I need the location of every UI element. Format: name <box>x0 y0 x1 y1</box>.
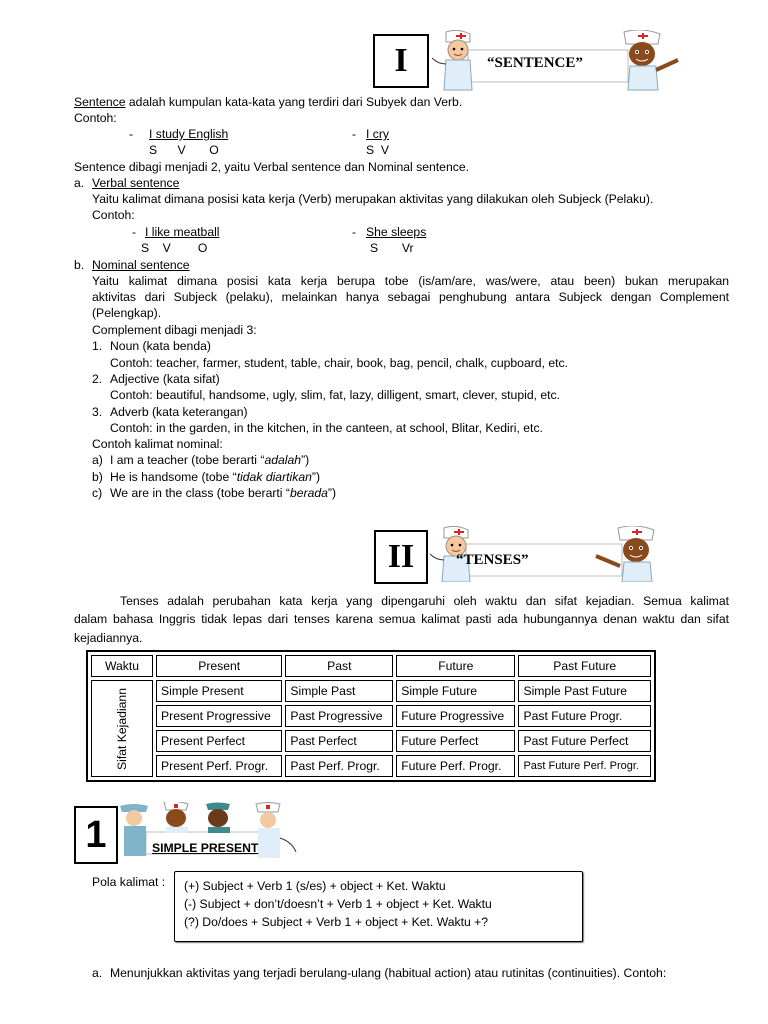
complement-example: Contoh: teacher, farmer, student, table, chair, book, bag, pencil, chalk, cupboard, etc. <box>110 356 568 370</box>
definition-line: (Pelengkap). <box>92 306 162 320</box>
example-dash: - <box>352 225 357 239</box>
side-label-cell <box>91 680 153 777</box>
example-sentence: I cry <box>366 127 390 141</box>
paragraph-line: kejadiannya. <box>74 631 143 645</box>
pola-label: Pola kalimat : <box>92 875 166 889</box>
section-numeral-box <box>373 34 429 88</box>
table-header-cell: Past <box>285 655 393 677</box>
table-cell: Present Progressive <box>156 705 282 727</box>
nurse-icon <box>164 802 188 833</box>
nominal-example-end: ”) <box>327 486 337 500</box>
formula-negative: (-) Subject + don’t/doesn’t + Verb 1 + object + Ket. Waktu <box>184 897 492 911</box>
nominal-example-text: We are in the class (tobe berarti “ <box>110 486 290 500</box>
contoh-label: Contoh: <box>74 111 117 125</box>
formula-positive: (+) Subject + Verb 1 (s/es) + object + Ket. Waktu <box>184 879 446 893</box>
table-cell: Past Future Progr. <box>518 705 651 727</box>
list-marker: a. <box>74 176 85 190</box>
example-sentence: I study English <box>149 127 229 141</box>
list-number: 3. <box>92 405 103 419</box>
nominal-example-italic: adalah <box>264 453 302 467</box>
section-numeral: I <box>394 42 408 79</box>
table-cell: Present Perfect <box>156 730 282 752</box>
nominal-example-text: I am a teacher (tobe berarti “ <box>110 453 265 467</box>
table-row <box>91 680 651 702</box>
paragraph-line: Tenses adalah perubahan kata kerja yang dipengaruhi oleh waktu dan sifat kejadian. Semua kalimat <box>120 594 729 608</box>
list-marker: b) <box>92 470 103 484</box>
example-dash: - <box>129 127 134 141</box>
nurse-left-icon <box>432 30 472 90</box>
doctor-icon <box>120 804 148 856</box>
list-marker: a. <box>92 966 103 980</box>
nominal-example <box>110 469 320 485</box>
list-marker: c) <box>92 486 103 500</box>
example-dash: - <box>132 225 137 239</box>
table-cell: Past Future Perf. Progr. <box>518 755 651 777</box>
complement-example: Contoh: beautiful, handsome, ugly, slim, fat, lazy, dilligent, smart, clever, stupid, etc. <box>110 388 561 402</box>
table-cell: Simple Present <box>156 680 282 702</box>
example-labels: S Vr <box>370 241 414 255</box>
nominal-contoh-label: Contoh kalimat nominal: <box>92 437 223 451</box>
usage-line: Menunjukkan aktivitas yang terjadi berulang-ulang (habitual action) atau rutinitas (continuities). Contoh: <box>110 966 667 980</box>
nurse-right-icon <box>624 30 678 90</box>
formula-question: (?) Do/does + Subject + Verb 1 + object + Ket. Waktu +? <box>184 915 489 929</box>
list-marker: a) <box>92 453 103 467</box>
complement-label: Adjective (kata sifat) <box>110 372 220 386</box>
table-header-row <box>91 655 651 677</box>
table-cell: Simple Past <box>285 680 393 702</box>
surgeon-icon <box>206 803 230 834</box>
section-number: 1 <box>85 813 107 856</box>
complement-example: Contoh: in the garden, in the kitchen, in the canteen, at school, Blitar, Kediri, etc. <box>110 421 543 435</box>
nurse-icon <box>256 803 296 859</box>
section-title: SIMPLE PRESENT <box>152 841 259 855</box>
table-cell: Present Perf. Progr. <box>156 755 282 777</box>
divided-line: Sentence dibagi menjadi 2, yaitu Verbal sentence dan Nominal sentence. <box>74 160 469 174</box>
table-cell: Simple Future <box>396 680 515 702</box>
table-cell: Future Perfect <box>396 730 515 752</box>
table-row <box>91 730 651 752</box>
pola-formula-box <box>174 871 583 942</box>
table-cell: Future Perf. Progr. <box>396 755 515 777</box>
list-number: 2. <box>92 372 103 386</box>
section-numeral: II <box>387 538 415 575</box>
section-number-box <box>74 806 118 864</box>
nominal-example <box>110 485 336 501</box>
example-labels: S V O <box>149 143 219 157</box>
intro-rest: adalah kumpulan kata-kata yang terdiri dari Subyek dan Verb. <box>125 95 463 109</box>
side-label: Sifat Kejadiann <box>115 687 129 770</box>
section-title: “SENTENCE” <box>487 55 583 71</box>
table-row <box>91 705 651 727</box>
list-number: 1. <box>92 339 103 353</box>
nominal-example-italic: tidak diartikan <box>236 470 312 484</box>
table-cell: Past Future Perfect <box>518 730 651 752</box>
complement-label: Adverb (kata keterangan) <box>110 405 248 419</box>
definition-line: aktivitas dari Subjeck (pelaku), melainkan hanya sebagai penghubung antara Subjeck dengan Complement <box>92 290 729 304</box>
example-sentence: She sleeps <box>366 225 427 239</box>
complement-intro: Complement dibagi menjadi 3: <box>92 323 257 337</box>
table-row <box>91 755 651 777</box>
section-numeral-box <box>374 530 428 584</box>
table-header-cell: Present <box>156 655 282 677</box>
definition-line: Yaitu kalimat dimana posisi kata kerja berupa tobe (is/am/are, was/were, atau been) bukan merupakan <box>92 274 729 288</box>
table-cell: Past Progressive <box>285 705 393 727</box>
nominal-example-italic: berada <box>289 486 328 500</box>
list-marker: b. <box>74 258 85 272</box>
table-header-cell: Waktu <box>91 655 153 677</box>
table-cell: Past Perf. Progr. <box>285 755 393 777</box>
subsection-title: Verbal sentence <box>92 176 180 190</box>
complement-label: Noun (kata benda) <box>110 339 211 353</box>
example-labels: S V <box>366 143 390 157</box>
contoh-label: Contoh: <box>92 208 135 222</box>
example-labels: S V O <box>141 241 208 255</box>
intro-term: Sentence <box>74 95 126 109</box>
intro-line <box>74 94 462 110</box>
nominal-example-end: ”) <box>311 470 321 484</box>
example-dash: - <box>352 127 357 141</box>
nominal-example-text: He is handsome (tobe “ <box>110 470 237 484</box>
subsection-title: Nominal sentence <box>92 258 190 272</box>
nominal-example-end: ”) <box>301 453 310 467</box>
table-header-cell: Past Future <box>518 655 651 677</box>
section-title: “TENSES” <box>456 552 529 568</box>
table-header-cell: Future <box>396 655 515 677</box>
paragraph-line: dalam bahasa Inggris tidak lepas dari tenses karena semua kalimat pasti ada hubungannya denan waktu dan sifat <box>74 612 729 626</box>
example-sentence: I like meatball <box>145 225 220 239</box>
tenses-table <box>86 650 656 782</box>
table-cell: Future Progressive <box>396 705 515 727</box>
table-cell: Simple Past Future <box>518 680 651 702</box>
table-cell: Past Perfect <box>285 730 393 752</box>
nominal-example <box>110 452 309 468</box>
definition-line: Yaitu kalimat dimana posisi kata kerja (Verb) merupakan aktivitas yang dilakukan oleh Subjeck (Pelaku). <box>92 192 654 206</box>
